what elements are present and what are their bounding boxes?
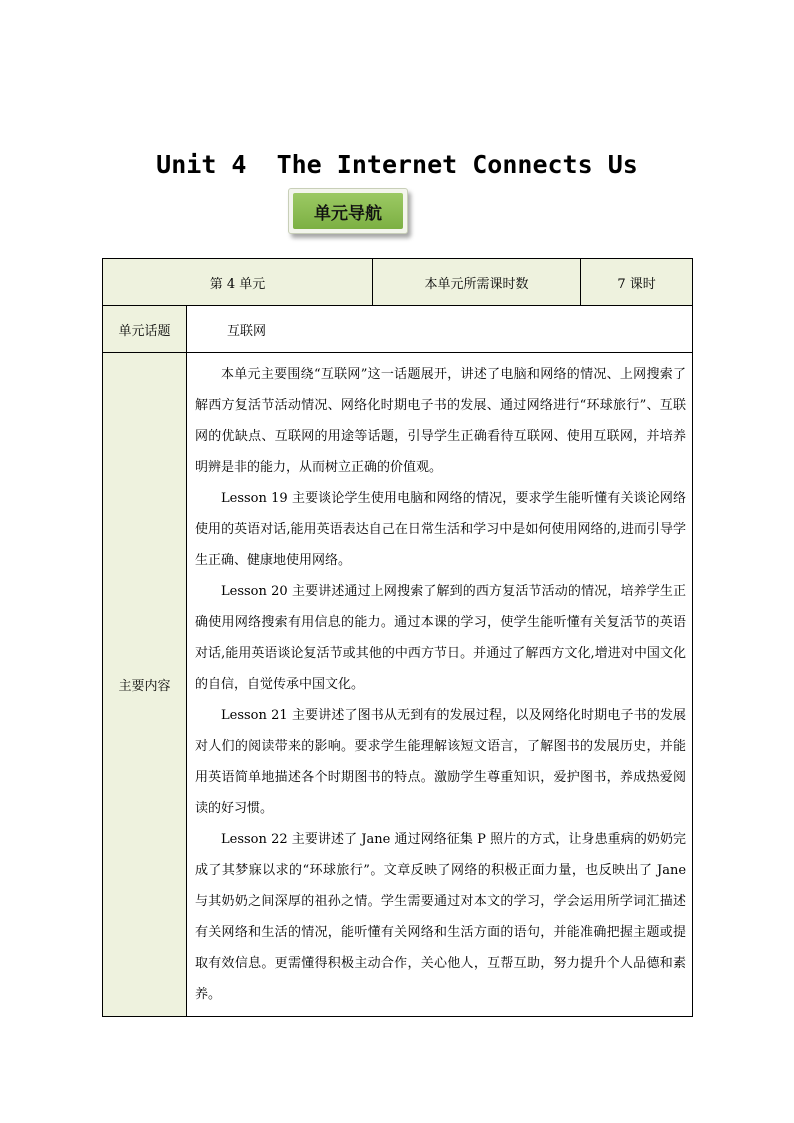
topic-value: 互联网 [187,306,693,353]
content-paragraph-lesson21: Lesson 21 主要讲述了图书从无到有的发展过程，以及网络化时期电子书的发展对人们的阅读带来的影响。要求学生能理解该短文语言，了解图书的发展历史，并能用英语简单地描述各个时期图书的特点。激励学生尊重知识，爱护图书，养成热爱阅读的好习惯。 [195,708,687,816]
hours-label-cell: 本单元所需课时数 [373,259,581,306]
hours-value-cell: 7 课时 [581,259,693,306]
content-paragraph-lesson19: Lesson 19 主要谈论学生使用电脑和网络的情况，要求学生能听懂有关谈论网络使用的英语对话,能用英语表达自己在日常生活和学习中是如何使用网络的,进而引导学生正确、健康地使用网络。 [195,491,687,568]
topic-row [103,306,693,353]
table-header-row [103,259,693,306]
unit-overview-table [102,258,693,1017]
content-paragraph-intro: 本单元主要围绕“互联网”这一话题展开，讲述了电脑和网络的情况、上网搜索了解西方复活节活动情况、网络化时期电子书的发展、通过网络进行“环球旅行”、互联网的优缺点、互联网的用途等话题，引导学生正确看待互联网、使用互联网，并培养明辨是非的能力，从而树立正确的价值观。 [195,367,687,475]
topic-label: 单元话题 [103,306,187,353]
content-row [103,353,693,1017]
page-title: Unit 4 The Internet Connects Us [156,150,638,179]
content-label: 主要内容 [103,353,187,1017]
unit-number-cell: 第 4 单元 [103,259,373,306]
content-cell [187,353,693,1017]
content-paragraph-lesson22: Lesson 22 主要讲述了 Jane 通过网络征集 P 照片的方式，让身患重病的奶奶完成了其梦寐以求的“环球旅行”。文章反映了网络的积极正面力量，也反映出了 Jane 与其奶奶之间深厚的祖孙之情。学生需要通过对本文的学习，学会运用所学词汇描述有关网络和生活的情况，能听懂有关网络和生活方面的语句，并能准确把握主题或提取有效信息。更需懂得积极主动合作，关心他人，互帮互助，努力提升个人品德和素养。 [195,832,687,1002]
unit-navigation-label: 单元导航 [293,193,403,229]
unit-navigation-badge [288,188,408,234]
content-paragraph-lesson20: Lesson 20 主要讲述通过上网搜索了解到的西方复活节活动的情况，培养学生正确使用网络搜索有用信息的能力。通过本课的学习，使学生能听懂有关复活节的英语对话,能用英语谈论复活节或其他的中西方节日。并通过了解西方文化,增进对中国文化的自信，自觉传承中国文化。 [195,584,687,692]
